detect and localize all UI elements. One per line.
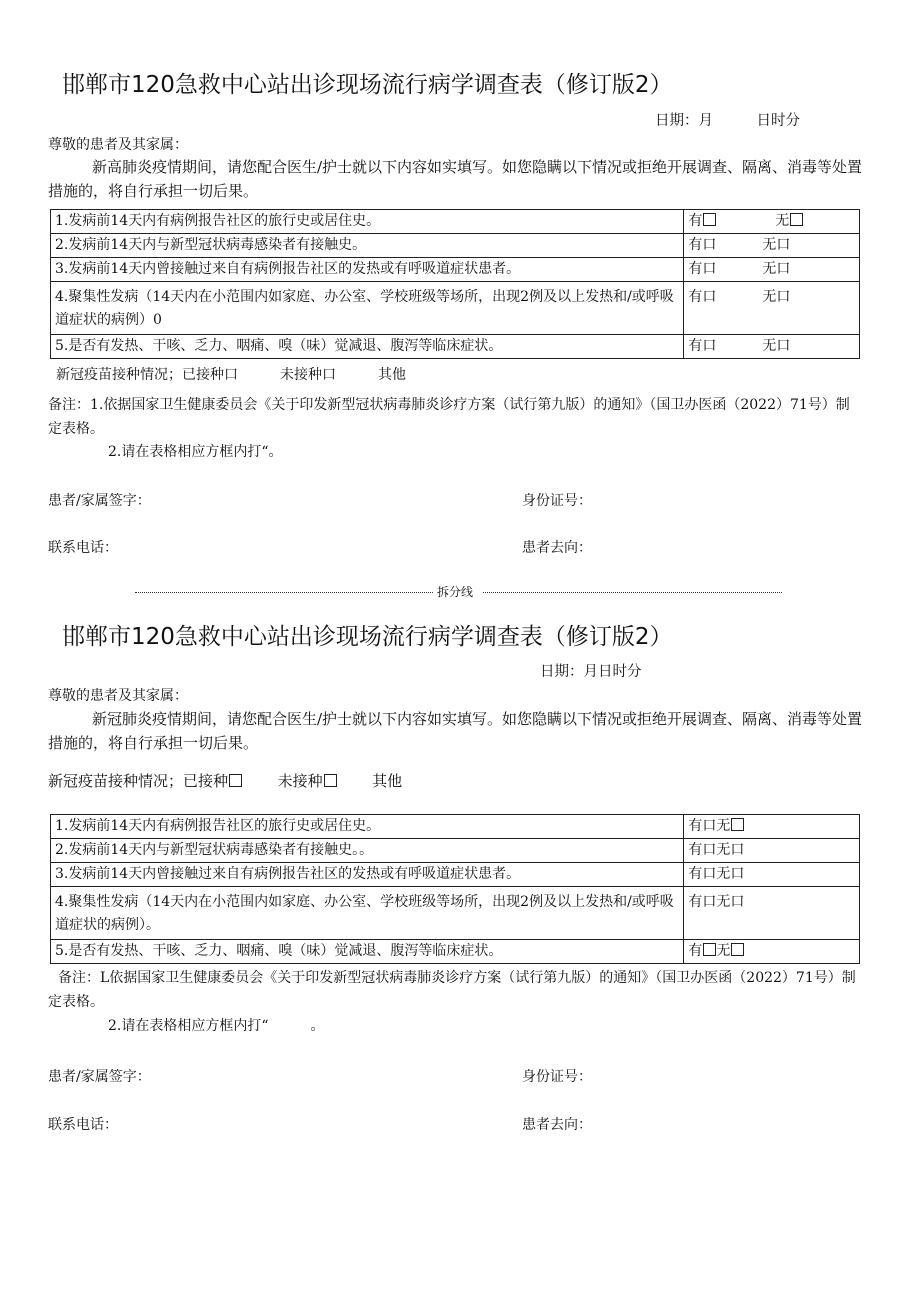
table-row: [51, 335, 860, 359]
answer-cell[interactable]: [684, 258, 860, 282]
yes-label: 有口: [688, 261, 717, 277]
form2-note-1: 备注：L依据国家卫生健康委员会《关于印发新型冠状病毒肺炎诊疗方案（试行第九版）的通知》（国卫办医函（2022）71号）制定表格。: [48, 970, 856, 1010]
yes-label: 有: [688, 213, 703, 229]
question-text: 1.发病前14天内有病例报告社区的旅行史或居住史。: [51, 815, 684, 839]
table-row: [51, 839, 860, 863]
form1-title: 邯郸市120急救中心站出诊现场流行病学调查表（修订版2）: [62, 72, 673, 98]
vaccinated-label: 新冠疫苗接种情况；已接种: [48, 772, 229, 790]
question-text: 3.发病前14天内曾接触过来自有病例报告社区的发热或有呼吸道症状患者。: [51, 863, 684, 887]
table-row: [51, 863, 860, 887]
yes-label: 有口: [688, 237, 717, 253]
question-text: 4.聚集性发病（14天内在小范围内如家庭、办公室、学校班级等场所，出现2例及以上发热和/或呼吸道症状的病例）。: [51, 887, 684, 940]
table-row: [51, 258, 860, 282]
form2-signature-label: 患者/家属签字：: [48, 1069, 151, 1085]
yes-label: 有: [688, 943, 703, 959]
yes-label: 有口: [688, 338, 717, 354]
yes-label: 有口: [688, 289, 717, 305]
answer-label: 有口无: [688, 818, 731, 834]
form1-question-table: [50, 209, 860, 359]
cut-line-dots-left: [135, 592, 433, 593]
answer-label: 有口无口: [688, 894, 745, 910]
no-checkbox[interactable]: [731, 943, 744, 956]
form2-intro: 新冠肺炎疫情期间，请您配合医生/护士就以下内容如实填写。如您隐瞒以下情况或拒绝开展调查、隔离、消毒等处置措施的，将自行承担一切后果。: [48, 710, 863, 752]
table-row: [51, 887, 860, 940]
no-label: 无: [775, 213, 790, 229]
answer-cell[interactable]: [684, 887, 860, 940]
yes-checkbox[interactable]: [703, 213, 716, 226]
question-text: 5.是否有发热、干咳、乏力、咽痛、嗅（味）觉减退、腹泻等临床症状。: [51, 940, 684, 964]
question-text: 4.聚集性发病（14天内在小范围内如家庭、办公室、学校班级等场所，出现2例及以上发热和/或呼吸道症状的病例）0: [51, 282, 684, 335]
answer-cell[interactable]: [684, 210, 860, 234]
question-text: 2.发病前14天内与新型冠状病毒感染者有接触史。: [51, 234, 684, 258]
form2-title: 邯郸市120急救中心站出诊现场流行病学调查表（修订版2）: [62, 624, 673, 650]
form1-vaccine-status: 新冠疫苗接种情况；已接种口 未接种口 其他: [56, 367, 406, 383]
no-label: 无口: [762, 338, 791, 354]
no-label: 无: [716, 943, 731, 959]
form1-date: 日期：月 日时分: [655, 113, 800, 129]
answer-cell[interactable]: [684, 940, 860, 964]
answer-cell[interactable]: [684, 282, 860, 335]
no-label: 无口: [762, 289, 791, 305]
yes-checkbox[interactable]: [703, 943, 716, 956]
form2-date: 日期：月日时分: [540, 664, 642, 680]
form2-destination-label: 患者去向：: [522, 1117, 592, 1133]
question-text: 5.是否有发热、干咳、乏力、咽痛、嗅（味）觉减退、腹泻等临床症状。: [51, 335, 684, 359]
table-row: [51, 815, 860, 839]
other-label: 其他: [372, 772, 403, 790]
table-row: [51, 234, 860, 258]
answer-label: 有口无口: [688, 842, 745, 858]
answer-cell[interactable]: [684, 815, 860, 839]
answer-cell[interactable]: [684, 234, 860, 258]
table-row: [51, 282, 860, 335]
answer-cell[interactable]: [684, 863, 860, 887]
form1-intro: 新高肺炎疫情期间，请您配合医生/护士就以下内容如实填写。如您隐瞒以下情况或拒绝开展调查、隔离、消毒等处置措施的，将自行承担一切后果。: [48, 158, 863, 200]
answer-cell[interactable]: [684, 335, 860, 359]
form2-greeting: 尊敬的患者及其家属：: [48, 688, 188, 704]
question-text: 3.发病前14天内曾接触过来自有病例报告社区的发热或有呼吸道症状患者。: [51, 258, 684, 282]
form1-note-2: 2.请在表格相应方框内打“。: [108, 444, 283, 460]
form1-phone-label: 联系电话：: [48, 540, 118, 556]
form2-vaccine-status: [48, 770, 402, 791]
no-label: 无口: [762, 261, 791, 277]
cut-line: [135, 585, 782, 599]
table-row: [51, 210, 860, 234]
question-text: 2.发病前14天内与新型冠状病毒感染者有接触史。。: [51, 839, 684, 863]
cut-line-label: 拆分线: [437, 585, 474, 599]
no-checkbox[interactable]: [790, 213, 803, 226]
question-text: 1.发病前14天内有病例报告社区的旅行史或居住史。: [51, 210, 684, 234]
no-checkbox[interactable]: [731, 818, 744, 831]
answer-cell[interactable]: [684, 839, 860, 863]
table-row: [51, 940, 860, 964]
form2-question-table: [50, 814, 860, 964]
not-vaccinated-label: 未接种: [277, 772, 323, 790]
form2-phone-label: 联系电话：: [48, 1117, 118, 1133]
answer-label: 有口无口: [688, 866, 745, 882]
form1-signature-label: 患者/家属签字：: [48, 493, 151, 509]
vaccinated-checkbox[interactable]: [229, 774, 242, 787]
form1-id-number-label: 身份证号：: [522, 493, 592, 509]
form2-id-number-label: 身份证号：: [522, 1069, 592, 1085]
no-label: 无口: [762, 237, 791, 253]
form2-note-2: 2.请在表格相应方框内打“ 。: [108, 1018, 325, 1034]
form1-destination-label: 患者去向：: [522, 540, 592, 556]
form1-note-1: 备注：1.依据国家卫生健康委员会《关于印发新型冠状病毒肺炎诊疗方案（试行第九版）的通知》（国卫办医函（2022）71号）制定表格。: [48, 397, 850, 437]
cut-line-dots-right: [483, 592, 782, 593]
not-vaccinated-checkbox[interactable]: [324, 774, 337, 787]
form1-greeting: 尊敬的患者及其家属：: [48, 137, 188, 153]
